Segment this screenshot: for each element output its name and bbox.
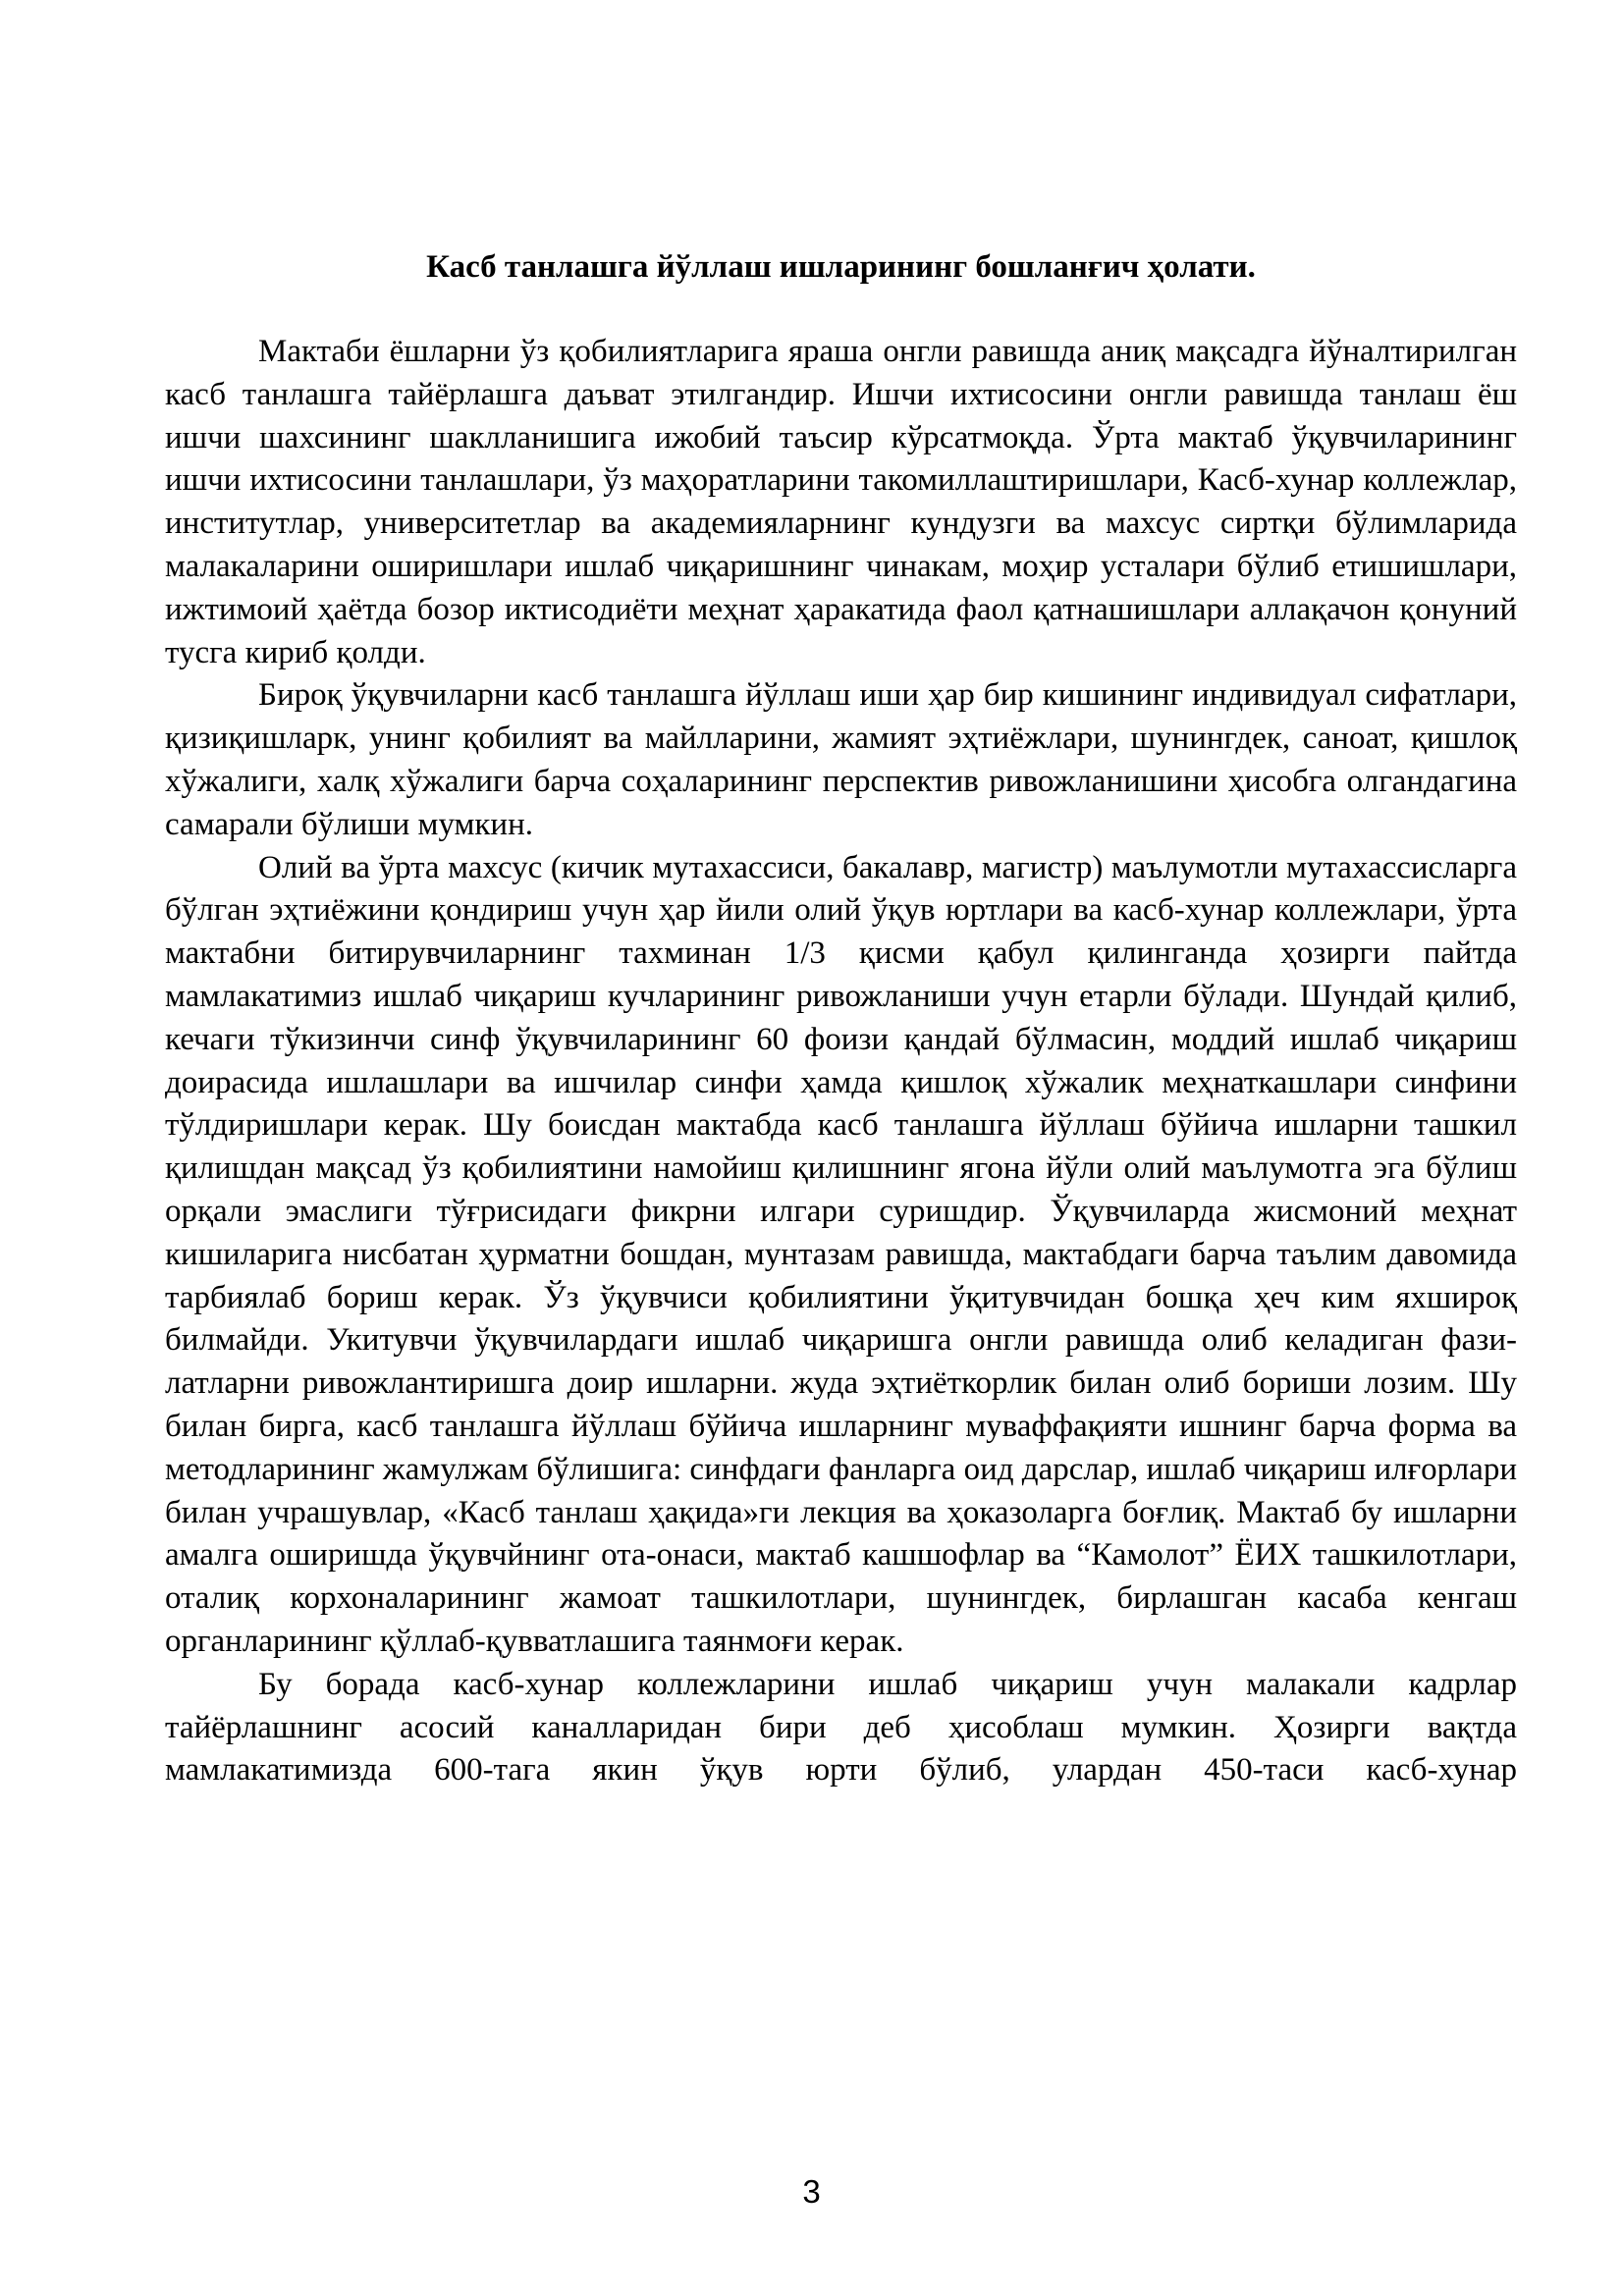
body-text [165, 331, 1517, 1792]
paragraph-4: Бу борада касб-хунар коллежларини ишлаб чиқариш учун малакали кадрлар тайёрлашнинг асосий каналларидан бири деб ҳисоблаш мумкин. Ҳозирги вақтда мамлакатимизда 600-тага якин ўқув юрти бўлиб, улардан 450-таси касб-хунар [165, 1666, 1517, 1789]
paragraph-3: Олий ва ўрта махсус (кичик мутахассиси, бакалавр, магистр) маълумотли мутахассисларга бўлган эҳтиёжини қондириш учун ҳар йили олий ўқув юртлари ва касб-хунар коллежлари, ўрта мактабни битирувчиларнинг тахминан 1/3 қисми қабул қилинганда ҳозирги пайтда мамлакатимиз ишлаб чиқариш кучларининг ривожланиши учун етарли бўлади. Шундай қилиб, кечаги тўкизинчи синф ўқувчиларининг 60 фоизи қандай бўлмасин, моддий ишлаб чиқариш доирасида ишлашлари ва ишчилар синфи ҳамда қишлоқ хўжалик меҳнаткашлари синфини тўлдиришлари керак. Шу боисдан мактабда касб танлашга йўллаш бўйича ишларни ташкил қилишдан мақсад ўз қобилиятини намойиш қилишнинг ягона йўли олий маълумотга эга бўлиш орқали эмаслиги тўғрисидаги фикрни илгари суришдир. Ўқувчиларда жисмоний меҳнат кишиларига нисбатан ҳурматни бошдан, мунтазам равишда, мактабдаги барча таълим давомида тарбиялаб бориш керак. Ўз ўқувчиси қобилиятини ўқитувчидан бошқа ҳеч ким яхшироқ билмайди. Укитувчи ўқувчилардаги ишлаб чиқаришга онгли равишда олиб келадиган фази-латларни ривожлантиришга доир ишларни. жуда эҳтиёткорлик билан олиб бориши лозим. Шу билан бирга, касб танлашга йўллаш бўйича ишларнинг муваффақияти ишнинг барча форма ва методларининг жамулжам бўлишига: синфдаги фанларга оид дарслар, ишлаб чиқариш илғорлари билан учрашувлар, «Касб танлаш ҳақида»ги лекция ва ҳоказоларга боғлиқ. Мактаб бу ишларни амалга оширишда ўқувчйнинг ота-онаси, мактаб кашшофлар ва “Камолот” ЁИХ ташкилотлари, оталиқ корхоналарининг жамоат ташкилотлари, шунингдек, бирлашган касаба кенгаш органларининг қўллаб-қувватлашига таянмоғи керак. [165, 849, 1517, 1659]
paragraph-2: Бироқ ўқувчиларни касб танлашга йўллаш иши ҳар бир кишининг индивидуал сифатлари, қизиқишларк, унинг қобилият ва майлларини, жамият эҳтиёжлари, шунингдек, саноат, қишлоқ хўжалиги, халқ хўжалиги барча соҳаларининг перспектив ривожланишини ҳисобга олгандагина самарали бўлиши мумкин. [165, 677, 1517, 842]
page-title: Касб танлашга йўллаш ишларининг бошланғич ҳолати. [426, 249, 1256, 285]
page-number: 3 [802, 2173, 821, 2210]
paragraph-1: Мактаби ёшларни ўз қобилиятларига яраша онгли равишда аниқ мақсадга йўналтирилган касб танлашга тайёрлашга даъват этилгандир. Ишчи ихтисосини онгли равишда танлаш ёш ишчи шахсининг шаклланишига ижобий таъсир кўрсатмоқда. Ўрта мактаб ўқувчиларининг ишчи ихтисосини танлашлари, ўз маҳоратларини такомиллаштиришлари, Касб-хунар коллежлар, институтлар, университетлар ва академияларнинг кундузги ва махсус сиртқи бўлимларида малакаларини оширишлари ишлаб чиқаришнинг чинакам, моҳир усталари бўлиб етишишлари, ижтимоий ҳаётда бозор иктисодиёти меҳнат ҳаракатида фаол қатнашишлари аллақачон қонуний тусга кириб қолди. [165, 334, 1517, 670]
